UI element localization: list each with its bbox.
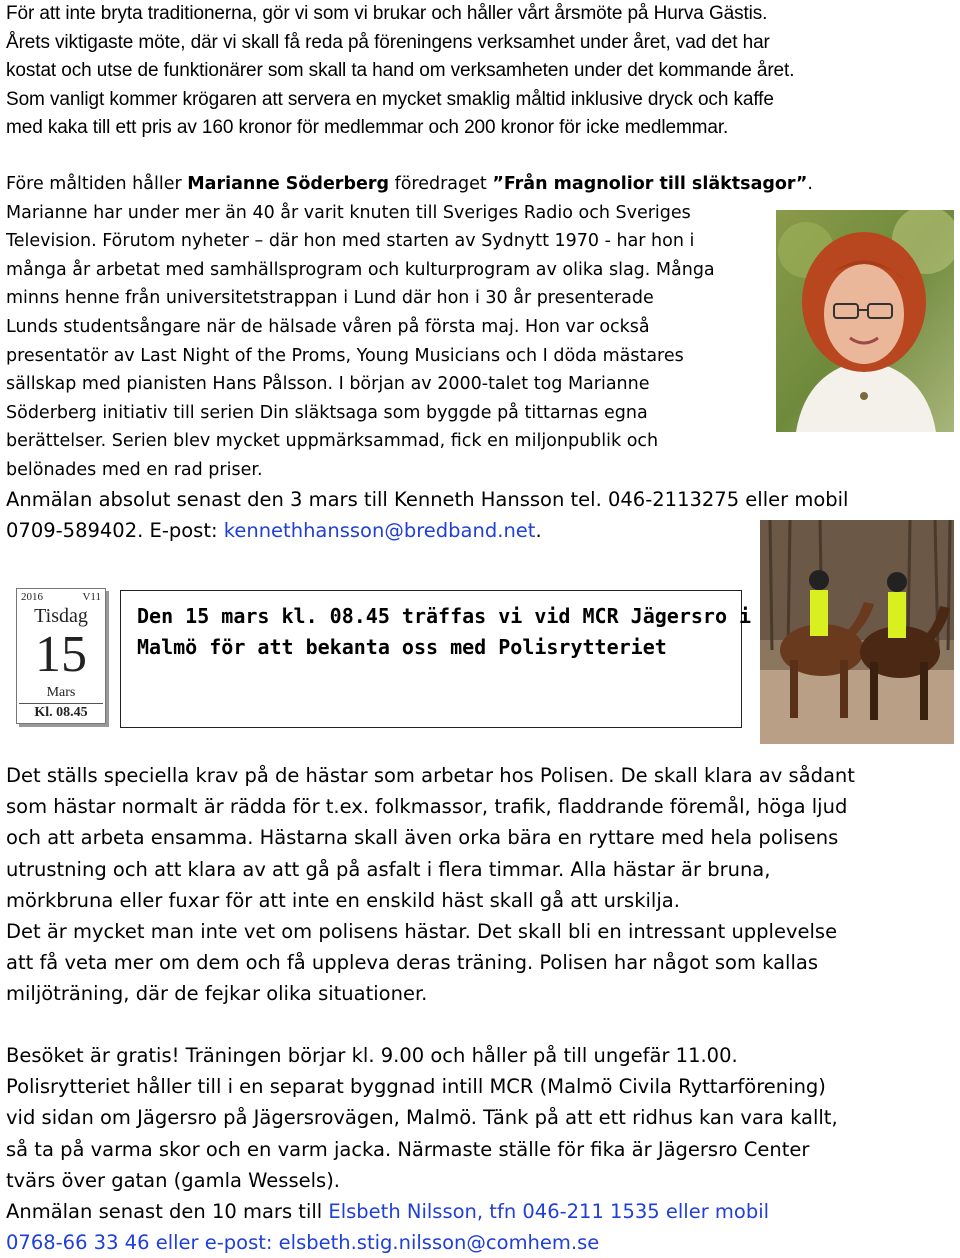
calendar-header [21, 591, 101, 603]
horses-line: och att arbeta ensamma. Hästarna skall även orka bära en ryttare med hela polisens [6, 826, 839, 850]
event-line: Malmö för att bekanta oss med Polisrytteriet [137, 635, 667, 659]
calendar-weekday: Tisdag [34, 605, 88, 627]
lecture-line: Marianne har under mer än 40 år varit knuten till Sveriges Radio och Sveriges [6, 202, 691, 223]
lecture-intro-line: Före måltiden håller Marianne Söderberg föredraget ”Från magnolior till släktsagor”. [6, 174, 813, 194]
horses-line: utrustning och att klara av att gå på asfalt i flera timmar. Alla hästar är bruna, [6, 857, 771, 881]
lecture-line: många år arbetat med samhällsprogram och kulturprogram av olika slag. Många [6, 259, 715, 280]
calendar-page [16, 588, 106, 724]
calendar-year: 2016 [21, 591, 43, 603]
calendar-month: Mars [46, 685, 76, 700]
lecture-line: Television. Förutom nyheter – där hon med starten av Sydnytt 1970 - har hon i [6, 231, 695, 252]
calendar-time: Kl. 08.45 [19, 703, 103, 721]
lecture-line: sällskap med pianisten Hans Pålsson. I början av 2000-talet tog Marianne [6, 374, 650, 395]
horses-line: Det ställs speciella krav på de hästar som arbetar hos Polisen. De skall klara av sådant [6, 764, 855, 787]
horses-line: att få veta mer om dem och få uppleva deras träning. Polisen har något som kallas [6, 951, 819, 975]
visit-line: Polisrytteriet håller till i en separat byggnad intill MCR (Malmö Civila Ryttarförening) [6, 1075, 826, 1099]
intro-paragraph [6, 0, 954, 143]
speaker-portrait [776, 210, 954, 432]
intro-line: För att inte bryta traditionerna, gör vi som vi brukar och håller vårt årsmöte på Hurva Gästis. [6, 3, 768, 24]
email-link[interactable]: kennethhansson@bredband.net [223, 519, 536, 542]
lecture-line: berättelser. Serien blev mycket uppmärksammad, fick en miljonpublik och [6, 431, 659, 452]
calendar-day: 15 [35, 626, 87, 683]
visit-line: tvärs över gatan (gamla Wessels). [6, 1168, 341, 1192]
horses-paragraph [6, 760, 954, 1010]
lecture-paragraph [6, 170, 813, 485]
police-horses-photo [760, 520, 954, 744]
visit-line: Besöket är gratis! Träningen börjar kl. 9.00 och håller på till ungefär 11.00. [6, 1044, 738, 1067]
visit-registration-line: Anmälan senast den 10 mars till Elsbeth Nilsson, tfn 046-211 1535 eller mobil [6, 1200, 770, 1224]
horses-line: miljöträning, där de fejkar olika situationer. [6, 982, 428, 1006]
contact-info: Elsbeth Nilsson, tfn 046-211 1535 eller mobil [328, 1200, 770, 1224]
event-line: Den 15 mars kl. 08.45 träffas vi vid MCR Jägersro i [137, 604, 752, 628]
lecture-line: presentatör av Last Night of the Proms, Young Musicians och I döda mästares [6, 345, 684, 366]
lecture-line: Lunds studentsångare när de hälsade våren på första maj. Hon var också [6, 316, 650, 337]
intro-line: Årets viktigaste möte, där vi skall få reda på föreningens verksamhet under året, vad det har [6, 31, 770, 53]
registration-line: Anmälan absolut senast den 3 mars till Kenneth Hansson tel. 046-2113275 eller mobil [6, 488, 849, 511]
lecture-title: ”Från magnolior till släktsagor” [492, 174, 808, 194]
speaker-name: Marianne Söderberg [187, 174, 389, 194]
registration-line: 0709-589402. E-post: kennethhansson@bredband.net. [6, 519, 542, 542]
contact-email-link[interactable]: 0768-66 33 46 eller e-post: elsbeth.stig.nilsson@comhem.se [6, 1231, 600, 1255]
horses-line: Det är mycket man inte vet om polisens hästar. Det skall bli en intressant upplevelse [6, 920, 838, 944]
visit-paragraph [6, 1040, 954, 1258]
lecture-line: belönades med en rad priser. [6, 459, 263, 480]
intro-line: med kaka till ett pris av 160 kronor för medlemmar och 200 kronor för icke medlemmar. [6, 117, 729, 138]
horses-line: mörkbruna eller fuxar för att inte en enskild häst skall gå att urskilja. [6, 888, 680, 912]
lecture-line: Söderberg initiativ till serien Din släktsaga som byggde på tittarnas egna [6, 402, 648, 423]
visit-line: så ta på varma skor och en varm jacka. Närmaste ställe för fika är Jägersro Center [6, 1137, 810, 1161]
visit-line: vid sidan om Jägersro på Jägersrovägen, Malmö. Tänk på att ett ridhus kan vara kallt, [6, 1106, 838, 1130]
intro-line: Som vanligt kommer krögaren att servera en mycket smaklig måltid inklusive dryck och kaffe [6, 88, 774, 110]
horses-line: som hästar normalt är rädda för t.ex. folkmassor, trafik, fladdrande föremål, höga ljud [6, 795, 848, 819]
calendar-week: V11 [82, 591, 101, 603]
event-text [137, 601, 752, 663]
intro-line: kostat och utse de funktionärer som skall ta hand om verksamheten under det kommande året. [6, 60, 795, 81]
lecture-line: minns henne från universitetstrappan i Lund där hon i 30 år presenterade [6, 288, 654, 309]
event-box [120, 590, 752, 728]
